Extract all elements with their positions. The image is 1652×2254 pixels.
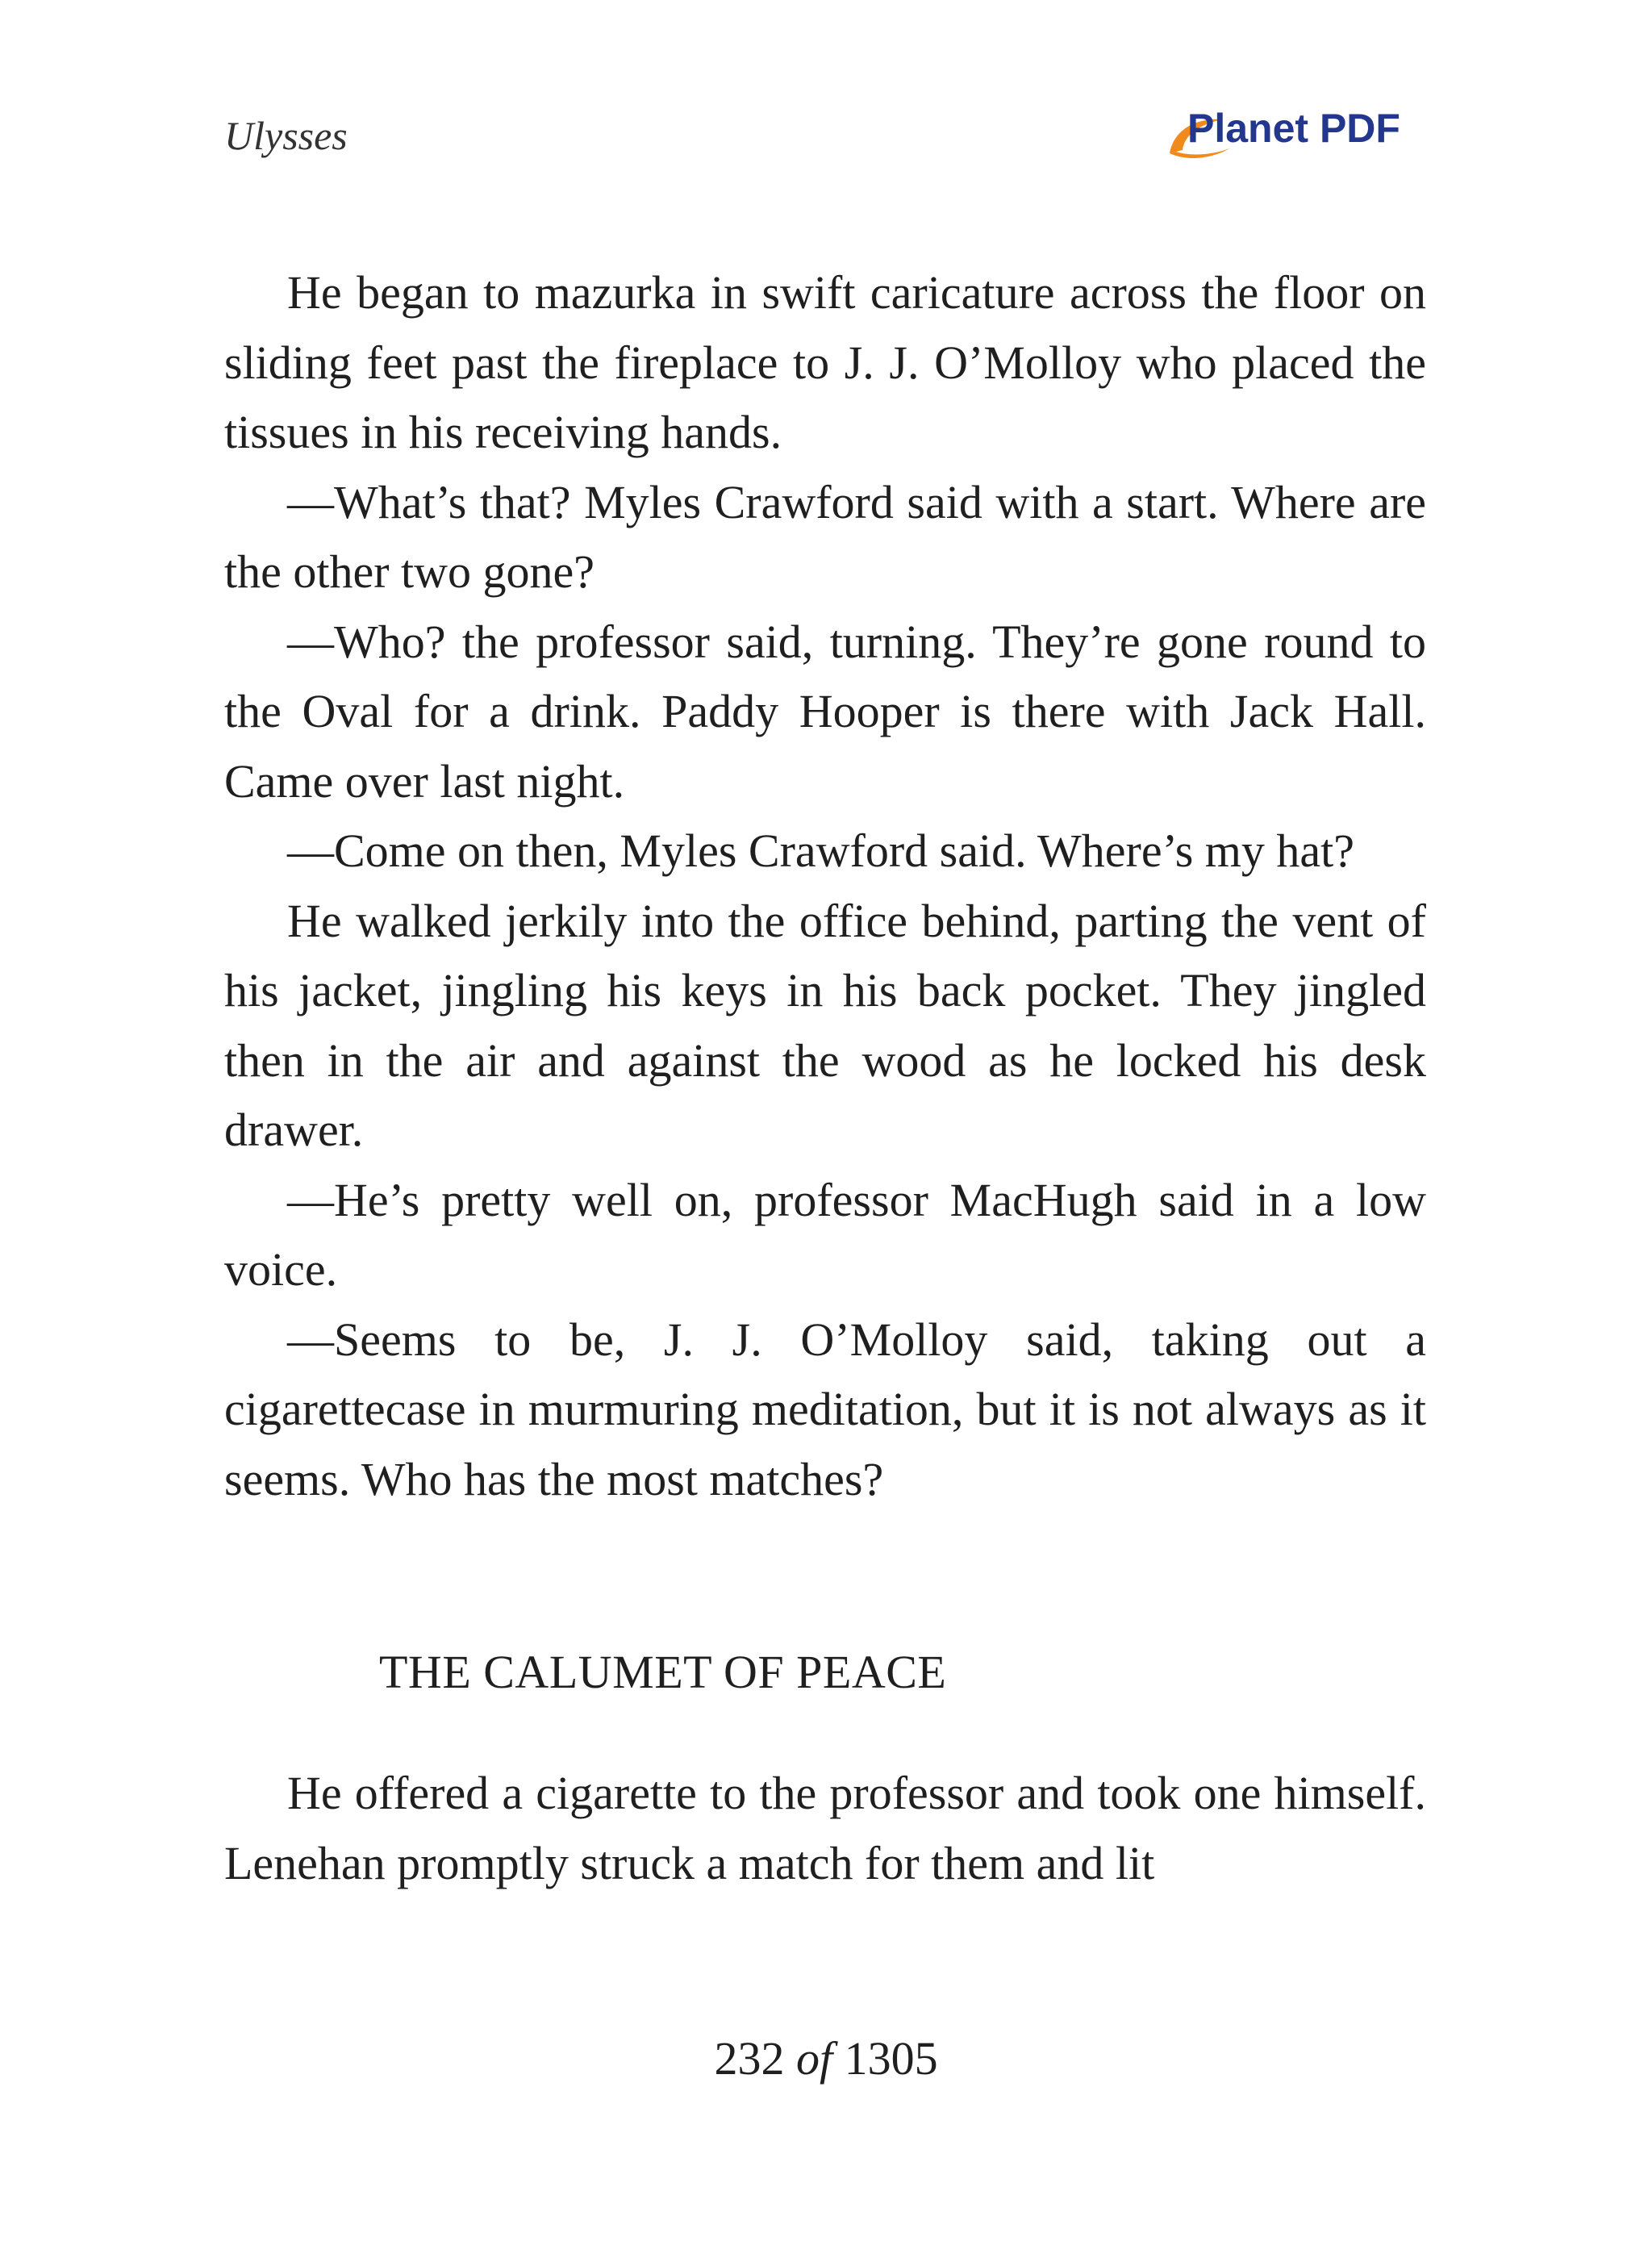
paragraph-5: He walked jerkily into the office behind, parting the vent of his jacket, jingling his keys in his back pocket. They jingled then in the air and against the wood as he locked his desk drawer. — [224, 894, 1426, 1156]
paragraph-7: —Seems to be, J. J. O’Molloy said, taking out a cigarettecase in murmuring meditation, but it is not always as it seems. Who has the most matches? — [224, 1313, 1426, 1505]
running-header-title: Ulysses — [224, 113, 348, 158]
paragraph-1: He began to mazurka in swift caricature across the floor on sliding feet past the fireplace to J. J. O’Molloy who placed the tissues in his receiving hands. — [224, 266, 1426, 458]
page-number — [0, 2027, 1652, 2091]
paragraph-2: —What’s that? Myles Crawford said with a start. Where are the other two gone? — [224, 475, 1426, 598]
logo-text: Planet PDF — [1187, 106, 1400, 151]
body-text — [224, 258, 1426, 1514]
page-of-label: of — [795, 2032, 833, 2085]
planet-pdf-logo — [1166, 103, 1433, 168]
paragraph-6: —He’s pretty well on, professor MacHugh said in a low voice. — [224, 1173, 1426, 1296]
paragraph-4: —Come on then, Myles Crawford said. Where’s my hat? — [287, 824, 1354, 877]
body-text-continued — [224, 1759, 1426, 1898]
paragraph-8: He offered a cigarette to the professor and took one himself. Lenehan promptly struck a match for them and lit — [224, 1767, 1426, 1889]
paragraph-3: —Who? the professor said, turning. They’re gone round to the Oval for a drink. Paddy Hooper is there with Jack Hall. Came over last night. — [224, 615, 1426, 808]
current-page: 232 — [714, 2032, 785, 2085]
section-heading: THE CALUMET OF PEACE — [379, 1646, 947, 1698]
total-pages: 1305 — [844, 2032, 938, 2085]
